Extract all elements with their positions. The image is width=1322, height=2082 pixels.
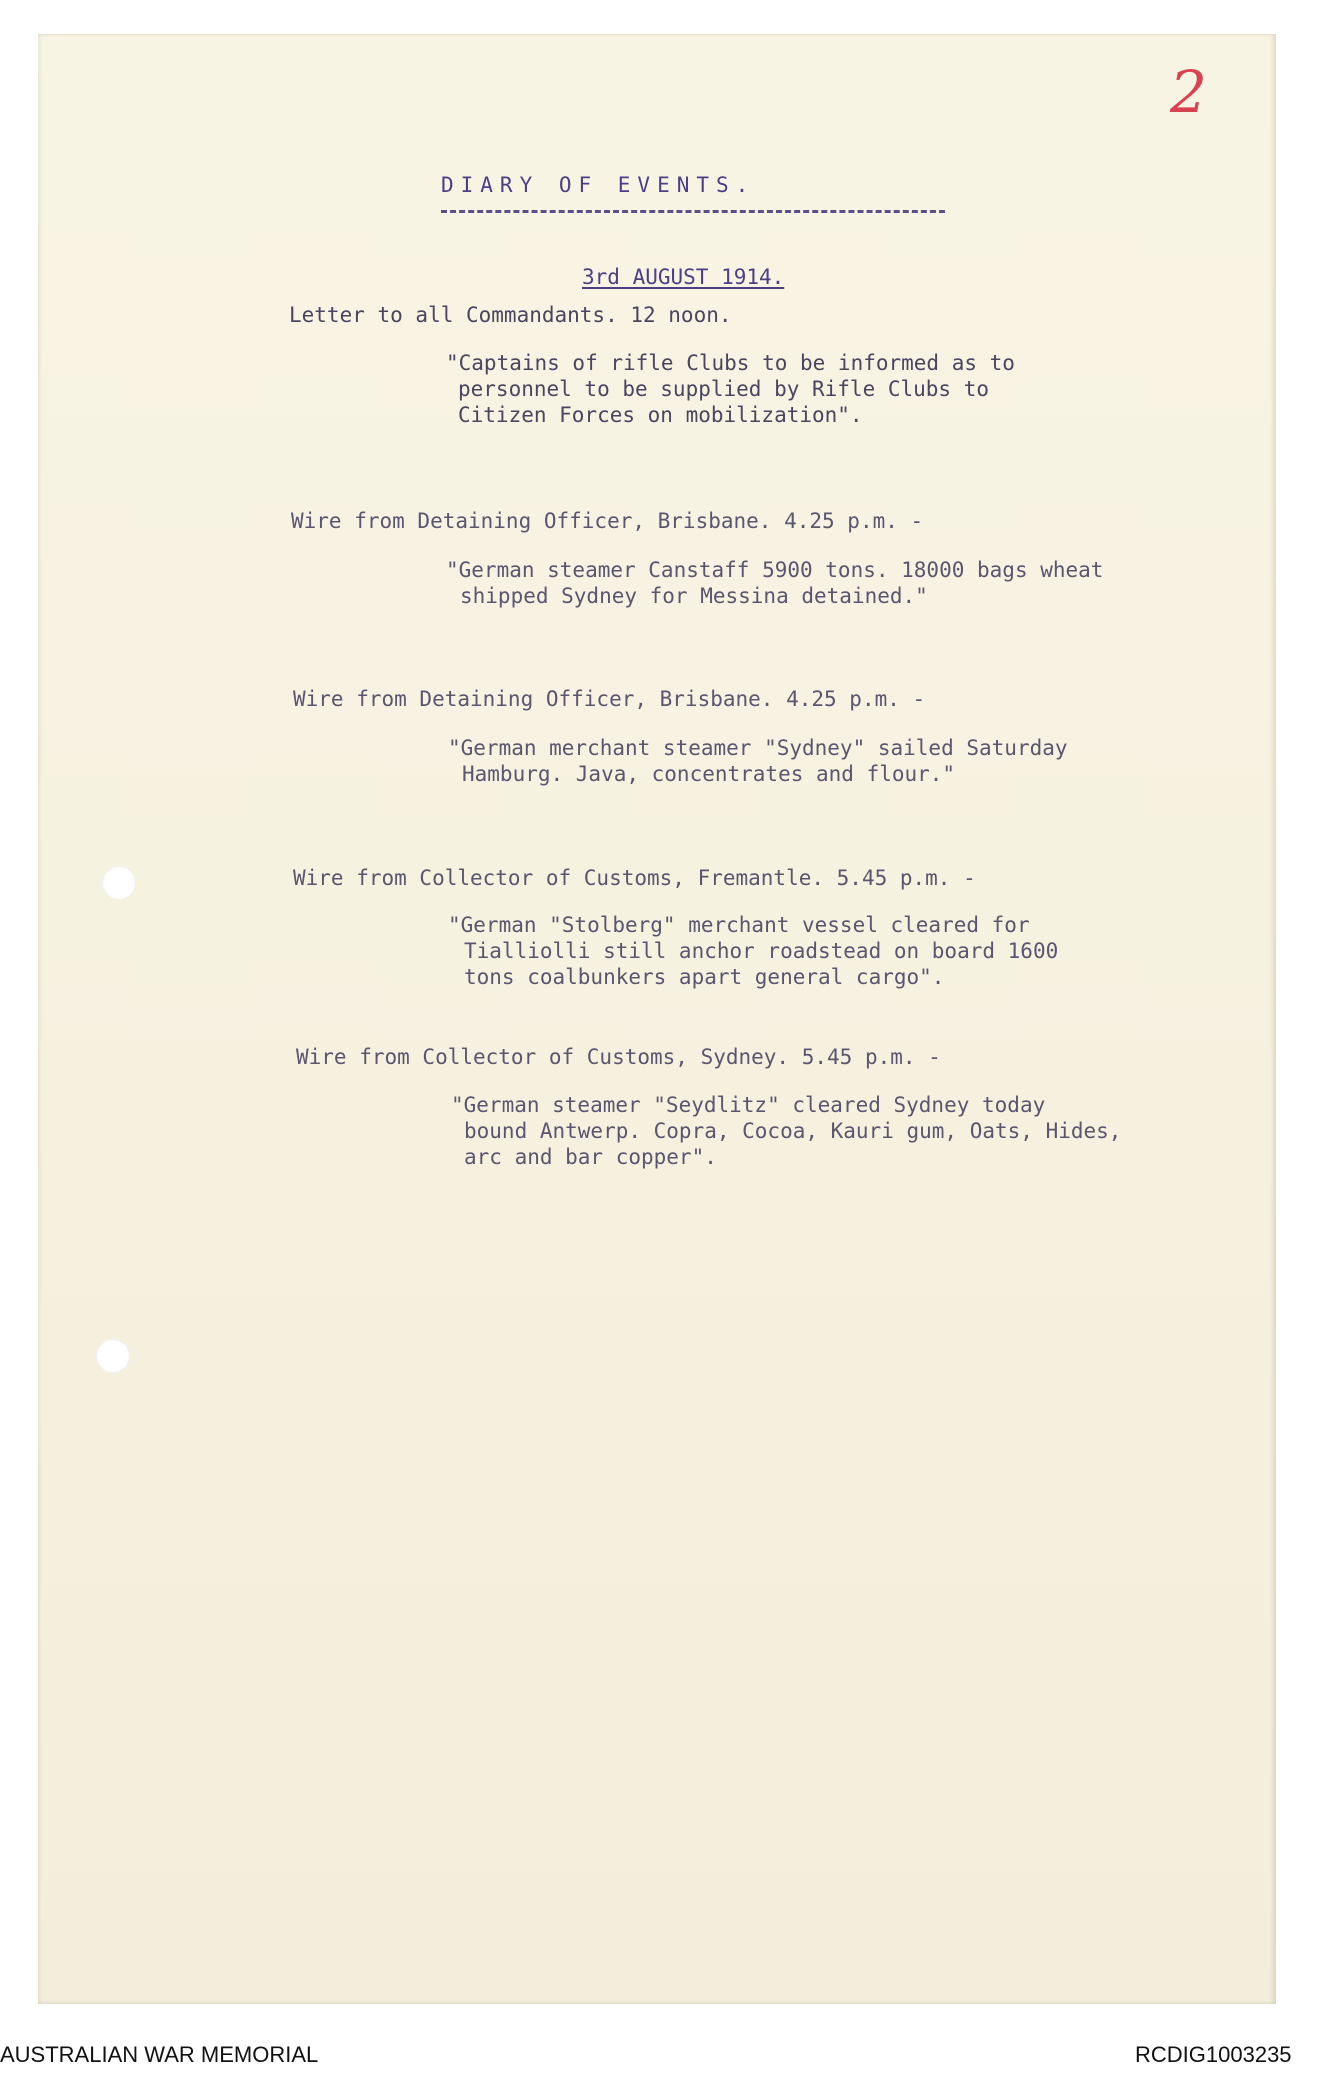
entry-body-line: arc and bar copper". <box>464 1145 717 1169</box>
entry-body-line: Citizen Forces on mobilization". <box>458 403 863 427</box>
punch-hole-bottom <box>96 1339 130 1373</box>
entry-body-line: "German merchant steamer "Sydney" sailed Saturday <box>448 736 1068 760</box>
entry-body-line: shipped Sydney for Messina detained." <box>460 584 928 608</box>
document-page <box>38 34 1276 2004</box>
entry-heading: Wire from Collector of Customs, Sydney. 5.45 p.m. - <box>296 1045 941 1069</box>
entry-body-line: personnel to be supplied by Rifle Clubs to <box>458 377 990 401</box>
page-number: 2 <box>1170 58 1207 126</box>
entry-heading: Letter to all Commandants. 12 noon. <box>289 303 732 327</box>
diary-date: 3rd AUGUST 1914. <box>582 265 785 289</box>
entry-body-line: Tialliolli still anchor roadstead on board 1600 <box>464 939 1059 963</box>
document-title: DIARY OF EVENTS. <box>441 173 756 197</box>
entry-body-line: Hamburg. Java, concentrates and flour." <box>462 762 956 786</box>
entry-heading: Wire from Detaining Officer, Brisbane. 4.25 p.m. - <box>293 687 926 711</box>
entry-body-line: "German steamer Canstaff 5900 tons. 18000 bags wheat <box>446 558 1104 582</box>
entry-heading: Wire from Collector of Customs, Fremantle. 5.45 p.m. - <box>293 866 976 890</box>
entry-body-line: tons coalbunkers apart general cargo". <box>464 965 945 989</box>
entry-heading: Wire from Detaining Officer, Brisbane. 4.25 p.m. - <box>291 509 924 533</box>
entry-body-line: bound Antwerp. Copra, Cocoa, Kauri gum, Oats, Hides, <box>464 1119 1122 1143</box>
entry-body-line: "German steamer "Seydlitz" cleared Sydney today <box>451 1093 1046 1117</box>
entry-body-line: "Captains of rifle Clubs to be informed as to <box>446 351 1015 375</box>
title-underline <box>441 210 945 213</box>
punch-hole-top <box>102 866 136 900</box>
footer-institution: AUSTRALIAN WAR MEMORIAL <box>0 2042 319 2067</box>
entry-body-line: "German "Stolberg" merchant vessel cleared for <box>448 913 1030 937</box>
footer-reference: RCDIG1003235 <box>1135 2042 1292 2067</box>
